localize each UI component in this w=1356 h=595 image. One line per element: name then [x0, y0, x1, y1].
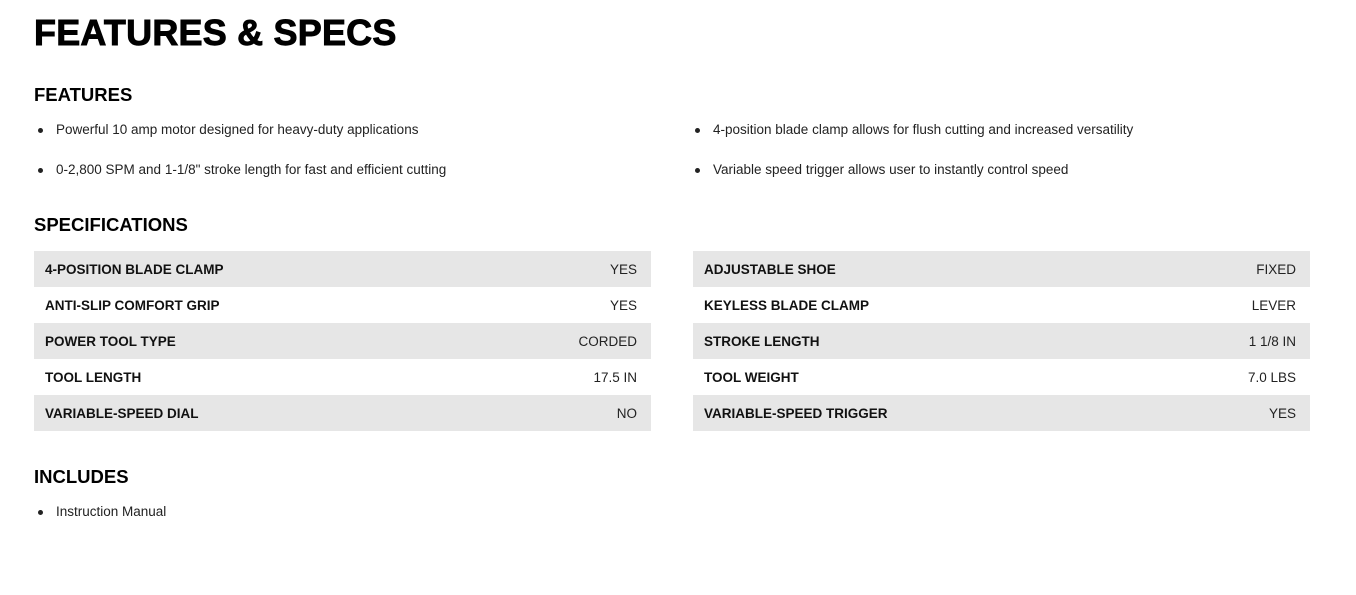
includes-heading: INCLUDES — [34, 466, 129, 487]
spec-value: CORDED — [578, 333, 637, 349]
features-list-right — [691, 122, 1133, 202]
spec-row — [693, 359, 1310, 395]
spec-name: STROKE LENGTH — [704, 333, 820, 349]
spec-name: KEYLESS BLADE CLAMP — [704, 297, 870, 313]
spec-row — [693, 251, 1310, 287]
bullet-icon — [38, 510, 43, 515]
bullet-icon — [38, 168, 43, 173]
specifications-heading: SPECIFICATIONS — [34, 214, 188, 235]
spec-value: YES — [609, 261, 637, 277]
spec-row — [34, 323, 651, 359]
spec-row — [693, 323, 1310, 359]
feature-item — [691, 122, 1133, 162]
spec-name: TOOL LENGTH — [45, 369, 142, 385]
spec-value: NO — [616, 405, 637, 421]
includes-list — [34, 504, 166, 544]
spec-value: 17.5 IN — [593, 369, 637, 385]
spec-name: 4-POSITION BLADE CLAMP — [45, 261, 224, 277]
spec-value: YES — [609, 297, 637, 313]
includes-item — [34, 504, 166, 544]
spec-name: ADJUSTABLE SHOE — [704, 261, 836, 277]
feature-text: Variable speed trigger allows user to instantly control speed — [713, 162, 1069, 177]
feature-item — [691, 162, 1133, 202]
page-title: FEATURES & SPECS — [34, 12, 397, 53]
spec-value: LEVER — [1251, 297, 1296, 313]
feature-item — [34, 122, 446, 162]
spec-name: TOOL WEIGHT — [704, 369, 799, 385]
spec-value: 1 1/8 IN — [1248, 333, 1296, 349]
spec-row — [34, 359, 651, 395]
spec-name: POWER TOOL TYPE — [45, 333, 176, 349]
spec-value: 7.0 LBS — [1247, 369, 1296, 385]
spec-value: YES — [1268, 405, 1296, 421]
spec-row — [693, 395, 1310, 431]
feature-item — [34, 162, 446, 202]
feature-text: Powerful 10 amp motor designed for heavy-duty applications — [56, 122, 419, 137]
spec-row — [34, 287, 651, 323]
spec-name: VARIABLE-SPEED DIAL — [45, 405, 199, 421]
spec-row — [34, 251, 651, 287]
features-heading: FEATURES — [34, 84, 133, 105]
spec-row — [693, 287, 1310, 323]
features-list-left — [34, 122, 446, 202]
spec-name: VARIABLE-SPEED TRIGGER — [704, 405, 888, 421]
spec-row — [34, 395, 651, 431]
specifications-table-left — [34, 251, 651, 431]
bullet-icon — [695, 168, 700, 173]
spec-value: FIXED — [1256, 261, 1296, 277]
includes-text: Instruction Manual — [56, 504, 167, 519]
bullet-icon — [38, 128, 43, 133]
spec-name: ANTI-SLIP COMFORT GRIP — [45, 297, 220, 313]
bullet-icon — [695, 128, 700, 133]
specifications-table-right — [693, 251, 1310, 431]
feature-text: 0-2,800 SPM and 1-1/8" stroke length for fast and efficient cutting — [56, 162, 447, 177]
feature-text: 4-position blade clamp allows for flush cutting and increased versatility — [713, 122, 1134, 137]
